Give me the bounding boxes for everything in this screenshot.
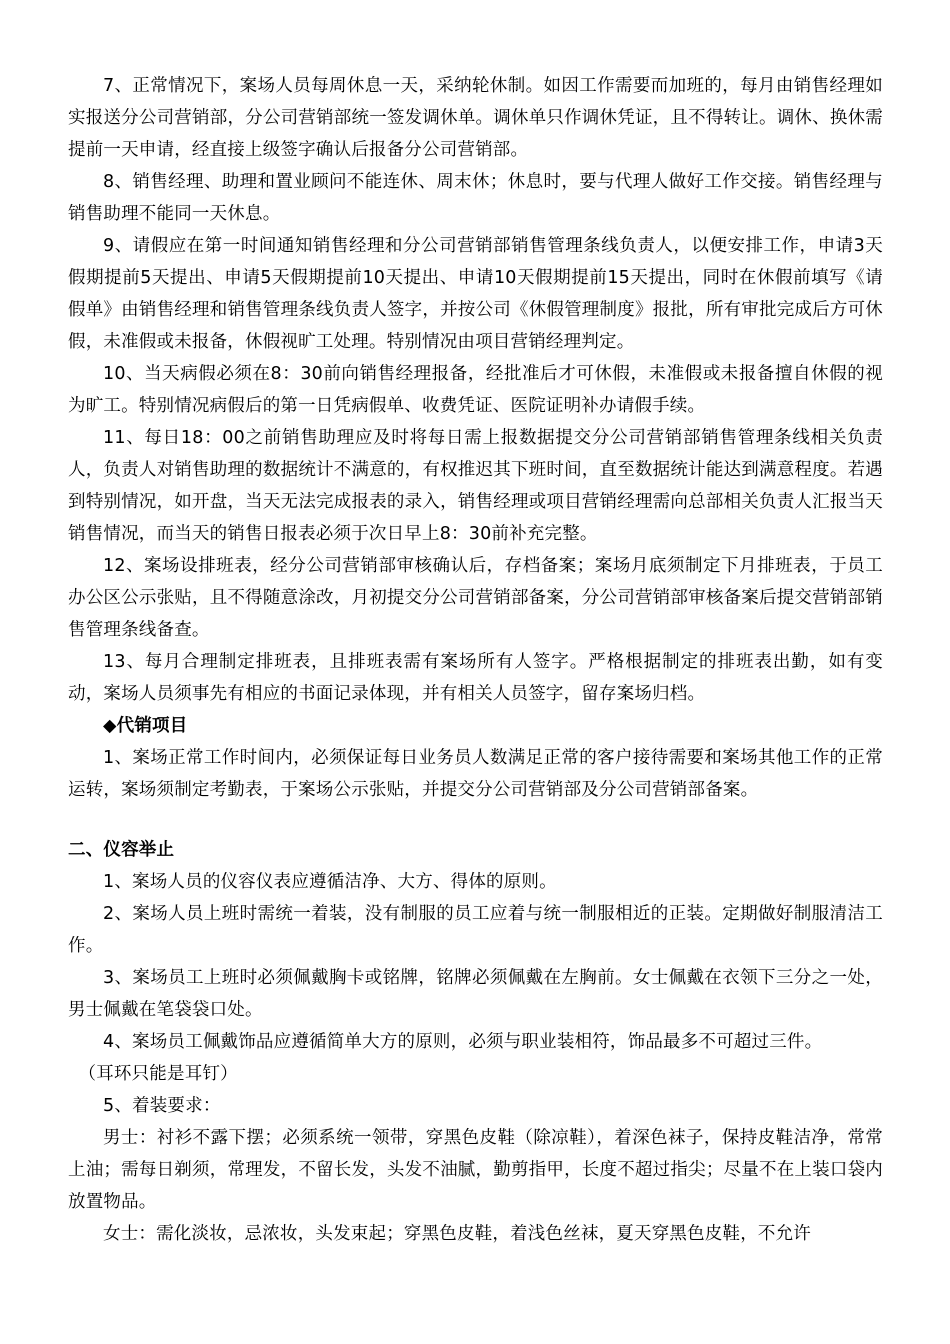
paragraph-rule-12: 12、案场设排班表，经分公司营销部审核确认后，存档备案；案场月底须制定下月排班表，于员工办公区公示张贴，且不得随意涂改，月初提交分公司营销部备案，分公司营销部审核备案后提交营销部销售管理条线备查。 xyxy=(68,556,883,640)
section-title-appearance: 二、仪容举止 xyxy=(68,840,175,860)
paragraph-dress-code: 5、着装要求： xyxy=(103,1096,221,1116)
note-earring: （耳环只能是耳钉） xyxy=(78,1064,238,1084)
paragraph-appearance-1: 1、案场人员的仪容仪表应遵循洁净、大方、得体的原则。 xyxy=(103,872,557,892)
paragraph-dress-women: 女士：需化淡妆，忌浓妆，头发束起；穿黑色皮鞋，着浅色丝袜，夏天穿黑色皮鞋，不允许 xyxy=(103,1224,811,1244)
subheading-daixiao: ◆代销项目 xyxy=(103,716,188,736)
paragraph-daixiao-1: 1、案场正常工作时间内，必须保证每日业务员人数满足正常的客户接待需要和案场其他工作的正常运转，案场须制定考勤表，于案场公示张贴，并提交分公司营销部及分公司营销部备案。 xyxy=(68,748,883,800)
paragraph-rule-9: 9、请假应在第一时间通知销售经理和分公司营销部销售管理条线负责人，以便安排工作，申请3天假期提前5天提出、申请5天假期提前10天提出、申请10天假期提前15天提出，同时在休假前填写《请假单》由销售经理和销售管理条线负责人签字，并按公司《休假管理制度》报批，所有审批完成后方可休假，未准假或未报备，休假视旷工处理。特别情况由项目营销经理判定。 xyxy=(68,236,883,352)
paragraph-appearance-3: 3、案场员工上班时必须佩戴胸卡或铭牌，铭牌必须佩戴在左胸前。女士佩戴在衣领下三分之一处，男士佩戴在笔袋袋口处。 xyxy=(68,968,883,1020)
paragraph-appearance-4: 4、案场员工佩戴饰品应遵循简单大方的原则，必须与职业装相符，饰品最多不可超过三件。 xyxy=(103,1032,823,1052)
paragraph-rule-11: 11、每日18：00之前销售助理应及时将每日需上报数据提交分公司营销部销售管理条线相关负责人，负责人对销售助理的数据统计不满意的，有权推迟其下班时间，直至数据统计能达到满意程度。若遇到特别情况，如开盘，当天无法完成报表的录入，销售经理或项目营销经理需向总部相关负责人汇报当天销售情况，而当天的销售日报表必须于次日早上8：30前补充完整。 xyxy=(68,428,883,544)
paragraph-rule-8: 8、销售经理、助理和置业顾问不能连休、周末休；休息时，要与代理人做好工作交接。销售经理与销售助理不能同一天休息。 xyxy=(68,172,883,224)
paragraph-rule-10: 10、当天病假必须在8：30前向销售经理报备，经批准后才可休假，未准假或未报备擅自休假的视为旷工。特别情况病假后的第一日凭病假单、收费凭证、医院证明补办请假手续。 xyxy=(68,364,883,416)
paragraph-rule-7: 7、正常情况下，案场人员每周休息一天，采纳轮休制。如因工作需要而加班的，每月由销售经理如实报送分公司营销部，分公司营销部统一签发调休单。调休单只作调休凭证，且不得转让。调休、换休需提前一天申请，经直接上级签字确认后报备分公司营销部。 xyxy=(68,76,883,160)
document-body xyxy=(68,70,883,1250)
paragraph-dress-men: 男士：衬衫不露下摆；必须系统一领带，穿黑色皮鞋（除凉鞋），着深色袜子，保持皮鞋洁净，常常上油；需每日剃须，常理发，不留长发，头发不油腻，勤剪指甲，长度不超过指尖；尽量不在上装口袋内放置物品。 xyxy=(68,1128,883,1212)
paragraph-appearance-2: 2、案场人员上班时需统一着装，没有制服的员工应着与统一制服相近的正装。定期做好制服清洁工作。 xyxy=(68,904,883,956)
paragraph-rule-13: 13、每月合理制定排班表，且排班表需有案场所有人签字。严格根据制定的排班表出勤，如有变动，案场人员须事先有相应的书面记录体现，并有相关人员签字，留存案场归档。 xyxy=(68,652,883,704)
